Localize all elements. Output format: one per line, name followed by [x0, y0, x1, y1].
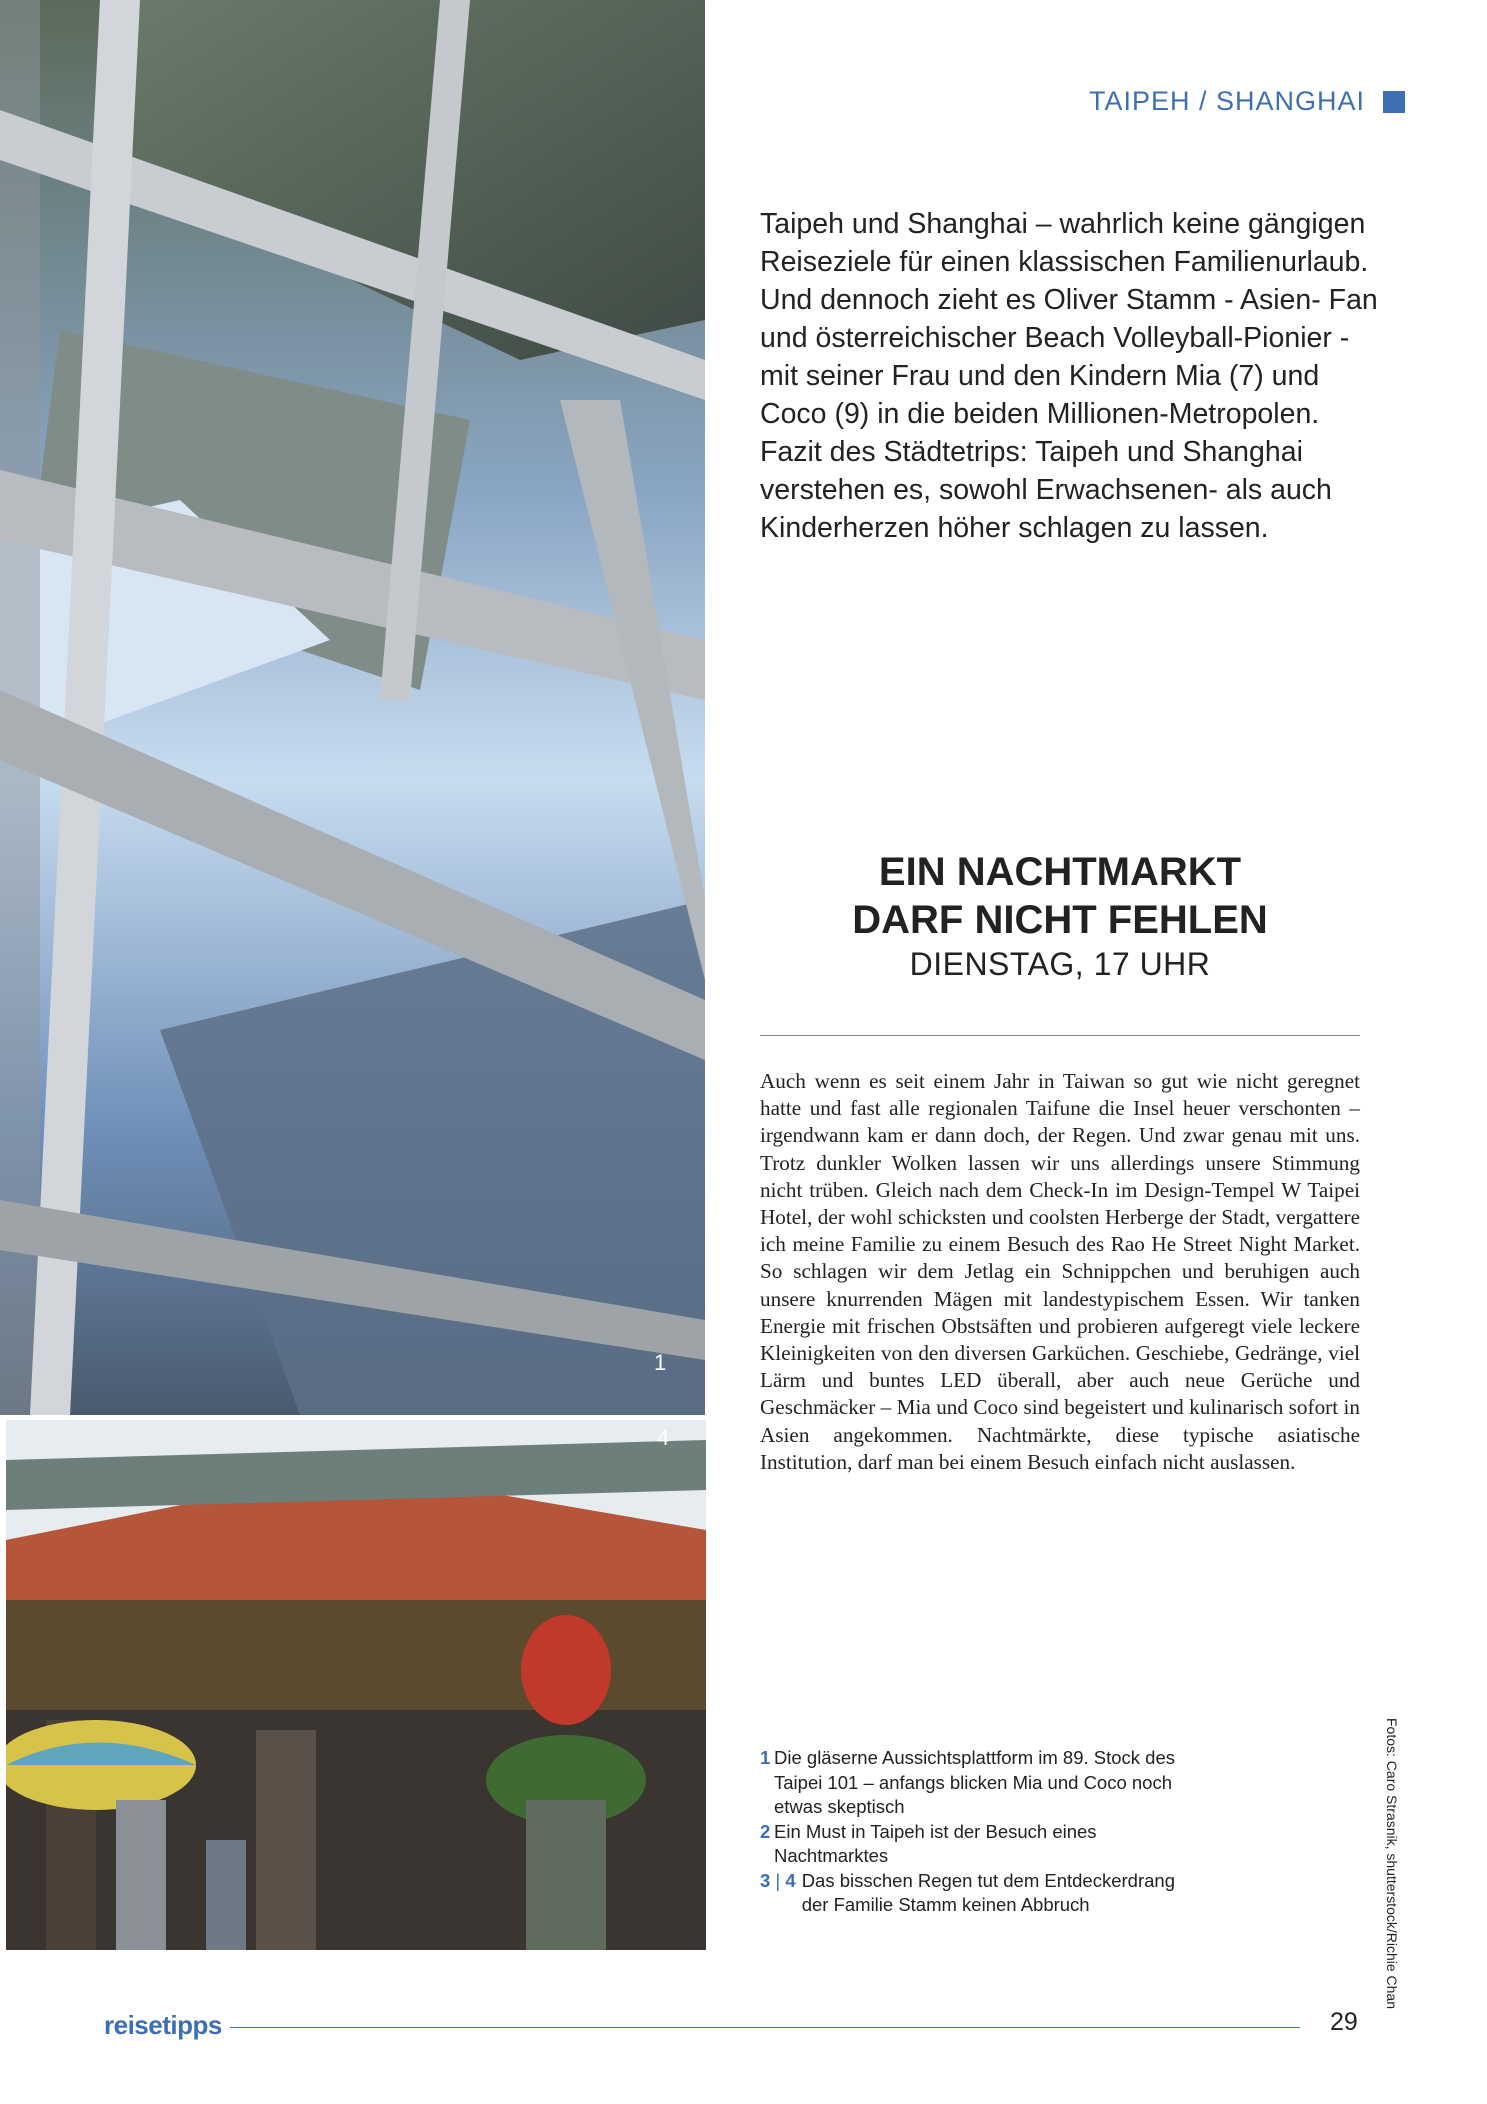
headline-line-1: EIN NACHTMARKT — [878, 850, 1242, 894]
article-headline — [760, 848, 1360, 944]
observation-deck-image — [0, 0, 705, 1415]
article-subhead: DIENSTAG, 17 UHR — [909, 946, 1211, 982]
temple-image — [6, 1420, 706, 1950]
caption-separator: | — [770, 1869, 786, 1891]
section-label-text: TAIPEH / SHANGHAI — [1088, 86, 1365, 116]
intro-paragraph: Taipeh und Shanghai – wahrlich keine gängigen Reiseziele für einen klassischen Familienurlaub. Und dennoch zieht es Oliver Stamm - Asien- Fan und österreichischer Beach Volleyball-Pionier - mit seiner Frau und den Kindern Mia (7) und Coco (9) in die beiden Millionen-Metropolen. Fazit des Städtetrips: Taipeh und Shanghai verstehen es, sowohl Erwachsenen- als auch Kinderherzen höher schlagen zu lassen. — [760, 208, 1378, 544]
photo-4-number: 4 — [657, 1425, 670, 1450]
headline-line-2: DARF NICHT FEHLEN — [852, 898, 1268, 942]
footer-brand-logo: reisetipps — [104, 2010, 222, 2040]
caption-1 — [760, 1746, 1180, 1820]
section-label — [1089, 86, 1405, 117]
photo-credit: Fotos: Caro Strasnik, shutterstock/Richie Chan — [1384, 1718, 1400, 2010]
section-marker-icon — [1383, 91, 1405, 113]
caption-3-number: 3 — [760, 1869, 771, 1891]
caption-4-number: 4 — [785, 1869, 796, 1891]
caption-2-text: Ein Must in Taipeh ist der Besuch eines Nachtmarktes — [774, 1820, 1097, 1866]
photo-1-number: 1 — [654, 1350, 667, 1375]
caption-3-4 — [760, 1869, 1180, 1918]
caption-2-number: 2 — [760, 1820, 771, 1842]
page-number: 29 — [1330, 2008, 1358, 2036]
article-body: Auch wenn es seit einem Jahr in Taiwan so gut wie nicht geregnet hatte und fast alle regionalen Taifune die Insel heuer verschonten – irgendwann kam er dann doch, der Regen. Und zwar genau mit uns. Trotz dunkler Wolken lassen wir uns allerdings unsere Stimmung nicht trüben. Gleich nach dem Check-In im Design-Tempel W Taipei Hotel, der wohl schicksten und coolsten Herberge der Stadt, vergattere ich meine Familie zu einem Besuch des Rao He Street Night Market. So schlagen wir dem Jetlag ein Schnippchen und beruhigen auch unsere knurrenden Mägen mit landestypischem Essen. Wir tanken Energie mit frischen Obstsäften und probieren aufgeregt viele leckere Kleinigkeiten von den diversen Garküchen. Geschiebe, Gedränge, viel Lärm und buntes LED überall, aber auch neue Gerüche und Geschmäcker – Mia und Coco sind begeistert und kulinarisch sofort in Asien angekommen. Nachtmärkte, diese typische asiatische Institution, darf man bei einem Besuch einfach nicht auslassen. — [760, 1069, 1360, 1474]
caption-1-text: Die gläserne Aussichtsplattform im 89. Stock des Taipei 101 – anfangs blicken Mia und Coco noch etwas skeptisch — [774, 1747, 1176, 1817]
temple-photo — [6, 1420, 706, 1950]
caption-2 — [760, 1820, 1180, 1869]
headline-divider — [760, 1035, 1360, 1036]
footer-rule — [230, 2027, 1300, 2028]
caption-3-4-text: Das bisschen Regen tut dem Entdeckerdrang der Familie Stamm keinen Abbruch — [801, 1869, 1175, 1915]
observation-deck-photo — [0, 0, 705, 1415]
photo-captions — [760, 1746, 1180, 1918]
caption-1-number: 1 — [760, 1747, 771, 1768]
